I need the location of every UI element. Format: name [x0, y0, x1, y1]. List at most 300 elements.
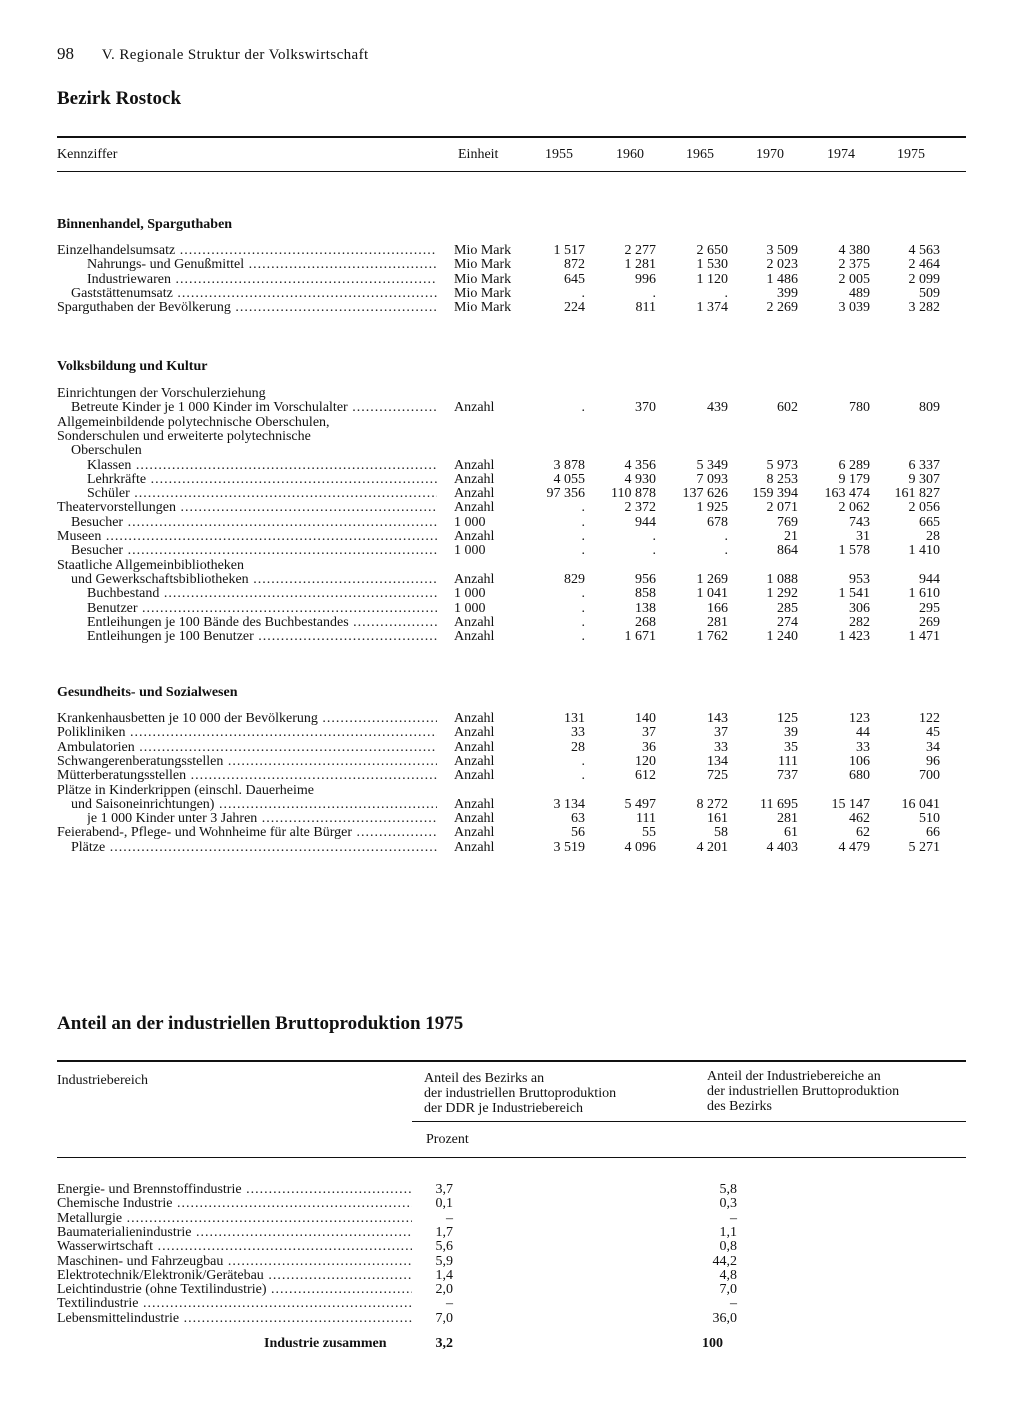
cell-value: 4 356 [624, 457, 656, 473]
industry-label: Chemische Industrie ..... [57, 1197, 412, 1211]
table-row [0, 769, 1024, 783]
table-row [0, 741, 1024, 755]
table-row [0, 487, 1024, 501]
table-row [0, 387, 1024, 401]
share-ddr-value: 1,7 [435, 1224, 453, 1240]
cell-value: 1 041 [696, 586, 728, 602]
cell-value: 161 827 [894, 486, 940, 502]
share-ddr-value: 5,9 [435, 1253, 453, 1269]
cell-value: 678 [707, 514, 728, 530]
section-title: Binnenhandel, Sparguthaben [57, 217, 233, 232]
row-label: Betreute Kinder je 1 000 Kinder im Vorschulalter ..... [71, 401, 437, 415]
cell-value: 944 [919, 571, 940, 587]
table-row [0, 287, 1024, 301]
table-row [0, 430, 1024, 444]
cell-value: 462 [849, 811, 870, 827]
cell-value: 1 269 [696, 571, 728, 587]
row-unit: Mio Mark [454, 285, 512, 301]
cell-value: 9 307 [908, 471, 940, 487]
cell-value: 872 [564, 257, 585, 273]
table-row [0, 1197, 1024, 1211]
unit-prozent: Prozent [426, 1132, 469, 1147]
cell-value: 4 563 [908, 243, 940, 258]
cell-value: 2 023 [766, 257, 798, 273]
row-unit: Anzahl [454, 811, 495, 827]
total-share-ddr: 3,2 [435, 1336, 453, 1351]
col-1965: 1965 [686, 147, 714, 162]
cell-value: 274 [777, 614, 798, 630]
table-row [0, 712, 1024, 726]
cell-value: 2 277 [624, 243, 656, 258]
table-row [0, 273, 1024, 287]
col-anteil-ddr-line: der industriellen Bruttoproduktion [424, 1086, 617, 1101]
row-label: Feierabend-, Pflege- und Wohnheime für alte Bürger ..... [57, 826, 437, 840]
cell-value: 4 403 [766, 839, 798, 855]
cell-value: 1 281 [624, 257, 656, 273]
cell-value: 131 [564, 711, 585, 726]
cell-value: 97 356 [546, 486, 585, 502]
cell-value: 28 [571, 739, 585, 755]
cell-value: 111 [636, 811, 656, 827]
cell-value: 55 [642, 825, 656, 841]
cell-value: 2 650 [696, 243, 728, 258]
cell-value: 33 [571, 725, 585, 741]
cell-value: . [652, 285, 656, 301]
cell-value: 1 486 [766, 271, 798, 287]
cell-value: 269 [919, 614, 940, 630]
row-label: Sparguthaben der Bevölkerung ..... [57, 301, 437, 315]
cell-value: 1 925 [696, 500, 728, 516]
cell-value: 1 471 [908, 629, 940, 645]
cell-value: 63 [571, 811, 585, 827]
cell-value: 1 088 [766, 571, 798, 587]
table-row [0, 544, 1024, 558]
row-unit: 1 000 [454, 543, 486, 559]
cell-value: 106 [849, 753, 870, 769]
cell-value: . [652, 543, 656, 559]
cell-value: . [581, 529, 585, 544]
cell-value: 1 240 [766, 629, 798, 645]
row-label: Entleihungen je 100 Benutzer ..... [87, 630, 437, 644]
cell-value: 306 [849, 600, 870, 616]
cell-value: 858 [635, 586, 656, 602]
row-unit: Anzahl [454, 614, 495, 630]
row-label: Industriewaren ..... [87, 273, 437, 287]
row-unit: Anzahl [454, 768, 495, 784]
cell-value: . [581, 500, 585, 516]
share-ddr-value: – [446, 1296, 453, 1312]
row-unit: Anzahl [454, 825, 495, 841]
row-unit: 1 000 [454, 600, 486, 616]
table-row [0, 1212, 1024, 1226]
col-anteil-ddr [424, 1071, 616, 1116]
share-bezirk-value: – [730, 1210, 737, 1226]
share-ddr-value: – [446, 1210, 453, 1226]
row-unit: Anzahl [454, 471, 495, 487]
row-unit: Anzahl [454, 739, 495, 755]
row-unit: Anzahl [454, 500, 495, 516]
cell-value: . [581, 753, 585, 769]
cell-value: 1 120 [696, 271, 728, 287]
cell-value: 439 [707, 400, 728, 416]
cell-value: 2 005 [838, 271, 870, 287]
row-unit: 1 000 [454, 514, 486, 530]
cell-value: 1 410 [908, 543, 940, 559]
cell-value: 737 [777, 768, 798, 784]
cell-value: 811 [635, 300, 656, 316]
row-label: Besucher ..... [71, 544, 437, 558]
row-label: Mütterberatungsstellen ..... [57, 769, 437, 783]
industry-label: Energie- und Brennstoffindustrie ..... [57, 1183, 412, 1197]
row-unit: Anzahl [454, 753, 495, 769]
cell-value: 122 [919, 711, 940, 726]
section-title: Volksbildung und Kultur [57, 359, 208, 374]
col-1975: 1975 [897, 147, 925, 162]
row-label: je 1 000 Kinder unter 3 Jahren ..... [87, 812, 437, 826]
cell-value: 3 039 [838, 300, 870, 316]
cell-value: 1 578 [838, 543, 870, 559]
row-unit: Mio Mark [454, 257, 512, 273]
row-unit: Anzahl [454, 839, 495, 855]
share-bezirk-value: 0,8 [719, 1239, 737, 1255]
row-unit: Mio Mark [454, 271, 512, 287]
cell-value: 224 [564, 300, 585, 316]
cell-value: 769 [777, 514, 798, 530]
cell-value: . [581, 285, 585, 301]
cell-value: 953 [849, 571, 870, 587]
row-label: Krankenhausbetten je 10 000 der Bevölkerung ..... [57, 712, 437, 726]
col-anteil-bezirk-line: Anteil der Industriebereiche an [707, 1069, 881, 1084]
running-header [57, 44, 369, 64]
row-label: Lehrkräfte ..... [87, 473, 437, 487]
row-unit: 1 000 [454, 586, 486, 602]
cell-value: 4 201 [696, 839, 728, 855]
cell-value: . [724, 543, 728, 559]
cell-value: 15 147 [831, 796, 870, 812]
table-row [0, 587, 1024, 601]
cell-value: 111 [778, 753, 798, 769]
table-row [0, 416, 1024, 430]
row-unit: Anzahl [454, 711, 495, 726]
share-ddr-value: 7,0 [435, 1310, 453, 1326]
col-anteil-bezirk [707, 1069, 899, 1114]
total-share-bezirk: 100 [702, 1336, 723, 1351]
row-label: Einrichtungen der Vorschulerziehung [57, 387, 266, 401]
table-row [0, 1312, 1024, 1326]
row-label: Polikliniken ..... [57, 726, 437, 740]
cell-value: 143 [707, 711, 728, 726]
table-row [0, 1240, 1024, 1254]
row-label: und Saisoneinrichtungen) ..... [71, 798, 437, 812]
industry-label: Leichtindustrie (ohne Textilindustrie) ..... [57, 1283, 412, 1297]
cell-value: 944 [635, 514, 656, 530]
col-industriebereich: Industriebereich [57, 1073, 148, 1088]
cell-value: 28 [926, 529, 940, 544]
row-label: Museen ..... [57, 530, 437, 544]
cell-value: 370 [635, 400, 656, 416]
table-row [0, 258, 1024, 272]
cell-value: 1 541 [838, 586, 870, 602]
cell-value: 37 [714, 725, 728, 741]
share-bezirk-value: – [730, 1296, 737, 1312]
cell-value: 123 [849, 711, 870, 726]
cell-value: . [581, 586, 585, 602]
col-1955: 1955 [545, 147, 573, 162]
cell-value: . [724, 285, 728, 301]
cell-value: 489 [849, 285, 870, 301]
cell-value: 295 [919, 600, 940, 616]
industry-label: Baumaterialienindustrie ..... [57, 1226, 412, 1240]
cell-value: 58 [714, 825, 728, 841]
table-row [0, 559, 1024, 573]
table-row [0, 1269, 1024, 1283]
cell-value: 4 930 [624, 471, 656, 487]
table-row [0, 602, 1024, 616]
cell-value: 743 [849, 514, 870, 530]
table-row [0, 473, 1024, 487]
cell-value: 1 530 [696, 257, 728, 273]
cell-value: 137 626 [682, 486, 728, 502]
row-label: Allgemeinbildende polytechnische Oberschulen, [57, 415, 330, 430]
share-bezirk-value: 4,8 [719, 1267, 737, 1283]
row-label: Oberschulen [71, 444, 142, 459]
table-row [0, 530, 1024, 544]
cell-value: 16 041 [901, 796, 940, 812]
cell-value: . [581, 514, 585, 530]
cell-value: 665 [919, 514, 940, 530]
row-label: Benutzer ..... [87, 602, 437, 616]
total-label: Industrie zusammen [264, 1336, 387, 1351]
cell-value: 645 [564, 271, 585, 287]
cell-value: 510 [919, 811, 940, 827]
section-title: Gesundheits- und Sozialwesen [57, 685, 238, 700]
cell-value: 4 380 [838, 243, 870, 258]
cell-value: 864 [777, 543, 798, 559]
cell-value: 39 [784, 725, 798, 741]
cell-value: 780 [849, 400, 870, 416]
cell-value: . [724, 529, 728, 544]
row-label: Klassen ..... [87, 459, 437, 473]
row-label: Theatervorstellungen ..... [57, 501, 437, 515]
row-label: Sonderschulen und erweiterte polytechnische [57, 429, 311, 444]
row-unit: Anzahl [454, 457, 495, 473]
cell-value: 1 610 [908, 586, 940, 602]
cell-value: 161 [707, 811, 728, 827]
col-1970: 1970 [756, 147, 784, 162]
cell-value: 282 [849, 614, 870, 630]
cell-value: 120 [635, 753, 656, 769]
cell-value: 1 762 [696, 629, 728, 645]
cell-value: 66 [926, 825, 940, 841]
table2-mid-rule [412, 1121, 966, 1122]
cell-value: 4 055 [553, 471, 585, 487]
table-row [0, 516, 1024, 530]
row-label: Gaststättenumsatz ..... [71, 287, 437, 301]
cell-value: 21 [784, 529, 798, 544]
col-anteil-ddr-line: der DDR je Industriebereich [424, 1101, 583, 1116]
table2-top-rule [57, 1060, 966, 1062]
table-row [0, 630, 1024, 644]
row-label: und Gewerkschaftsbibliotheken ..... [71, 573, 437, 587]
table-row [0, 812, 1024, 826]
table-row [0, 301, 1024, 315]
row-label: Besucher ..... [71, 516, 437, 530]
cell-value: . [581, 629, 585, 645]
cell-value: 399 [777, 285, 798, 301]
cell-value: 509 [919, 285, 940, 301]
cell-value: 5 973 [766, 457, 798, 473]
cell-value: 61 [784, 825, 798, 841]
cell-value: 680 [849, 768, 870, 784]
cell-value: 281 [707, 614, 728, 630]
cell-value: 268 [635, 614, 656, 630]
cell-value: 2 269 [766, 300, 798, 316]
cell-value: . [581, 543, 585, 559]
cell-value: 3 282 [908, 300, 940, 316]
cell-value: 996 [635, 271, 656, 287]
row-label: Buchbestand ..... [87, 587, 437, 601]
share-bezirk-value: 0,3 [719, 1196, 737, 1212]
row-unit: Anzahl [454, 486, 495, 502]
industry-label: Elektrotechnik/Elektronik/Gerätebau ..... [57, 1269, 412, 1283]
row-label: Plätze in Kinderkrippen (einschl. Dauerheime [57, 783, 314, 798]
cell-value: 2 056 [908, 500, 940, 516]
cell-value: 110 878 [611, 486, 656, 502]
cell-value: . [581, 400, 585, 416]
table-row [0, 459, 1024, 473]
table-row [0, 244, 1024, 258]
table1-title: Bezirk Rostock [57, 88, 182, 109]
cell-value: 138 [635, 600, 656, 616]
cell-value: 1 374 [696, 300, 728, 316]
cell-value: 2 062 [838, 500, 870, 516]
cell-value: 8 253 [766, 471, 798, 487]
cell-value: 2 464 [908, 257, 940, 273]
cell-value: 6 289 [838, 457, 870, 473]
cell-value: 159 394 [752, 486, 798, 502]
cell-value: 166 [707, 600, 728, 616]
row-label: Entleihungen je 100 Bände des Buchbestandes ..... [87, 616, 437, 630]
row-label: Einzelhandelsumsatz ..... [57, 244, 437, 258]
cell-value: 2 099 [908, 271, 940, 287]
cell-value: 31 [856, 529, 870, 544]
cell-value: 809 [919, 400, 940, 416]
cell-value: 9 179 [838, 471, 870, 487]
table2-title: Anteil an der industriellen Bruttoproduktion 1975 [57, 1013, 464, 1034]
table-row [0, 1283, 1024, 1297]
col-einheit: Einheit [458, 147, 499, 162]
cell-value: 56 [571, 825, 585, 841]
cell-value: 602 [777, 400, 798, 416]
share-bezirk-value: 7,0 [719, 1282, 737, 1298]
cell-value: . [581, 614, 585, 630]
col-anteil-bezirk-line: des Bezirks [707, 1099, 772, 1114]
cell-value: 140 [635, 711, 656, 726]
cell-value: 3 134 [553, 796, 585, 812]
cell-value: . [581, 600, 585, 616]
row-unit: Mio Mark [454, 300, 512, 316]
table-row [0, 755, 1024, 769]
cell-value: 45 [926, 725, 940, 741]
table-row [0, 726, 1024, 740]
table-row [0, 1183, 1024, 1197]
row-label: Staatliche Allgemeinbibliotheken [57, 558, 245, 573]
cell-value: 1 671 [624, 629, 656, 645]
cell-value: 11 695 [760, 796, 798, 812]
row-label: Plätze ..... [71, 841, 437, 855]
table-row [0, 444, 1024, 458]
table-row [0, 841, 1024, 855]
cell-value: 3 878 [553, 457, 585, 473]
cell-value: 163 474 [824, 486, 870, 502]
col-anteil-ddr-line: Anteil des Bezirks an [424, 1071, 545, 1086]
industry-label: Lebensmittelindustrie ..... [57, 1312, 412, 1326]
col-kennziffer: Kennziffer [57, 147, 118, 162]
cell-value: 37 [642, 725, 656, 741]
cell-value: 34 [926, 739, 940, 755]
table-row [0, 616, 1024, 630]
row-unit: Anzahl [454, 796, 495, 812]
cell-value: 44 [856, 725, 870, 741]
table-row [0, 501, 1024, 515]
cell-value: 285 [777, 600, 798, 616]
cell-value: 5 271 [908, 839, 940, 855]
row-label: Ambulatorien ..... [57, 741, 437, 755]
table-row [0, 1255, 1024, 1269]
row-unit: Anzahl [454, 400, 495, 416]
cell-value: 2 372 [624, 500, 656, 516]
cell-value: 3 519 [553, 839, 585, 855]
row-label: Nahrungs- und Genußmittel ..... [87, 258, 437, 272]
col-anteil-bezirk-line: der industriellen Bruttoproduktion [707, 1084, 900, 1099]
table1-top-rule [57, 136, 966, 138]
cell-value: 1 292 [766, 586, 798, 602]
cell-value: 5 497 [624, 796, 656, 812]
col-1974: 1974 [827, 147, 855, 162]
cell-value: 3 509 [766, 243, 798, 258]
cell-value: . [652, 529, 656, 544]
cell-value: 6 337 [908, 457, 940, 473]
share-ddr-value: 2,0 [435, 1282, 453, 1298]
table1-header-rule [57, 171, 966, 172]
row-label: Schüler ..... [87, 487, 437, 501]
row-unit: Anzahl [454, 571, 495, 587]
table-row [0, 798, 1024, 812]
cell-value: 725 [707, 768, 728, 784]
table-row [0, 1297, 1024, 1311]
table-row [0, 573, 1024, 587]
cell-value: 4 096 [624, 839, 656, 855]
cell-value: 8 272 [696, 796, 728, 812]
cell-value: 2 071 [766, 500, 798, 516]
share-ddr-value: 0,1 [435, 1196, 453, 1212]
share-ddr-value: 5,6 [435, 1239, 453, 1255]
cell-value: 281 [777, 811, 798, 827]
table-row [0, 784, 1024, 798]
cell-value: 134 [707, 753, 728, 769]
cell-value: 96 [926, 753, 940, 769]
table-row [0, 1226, 1024, 1240]
cell-value: 35 [784, 739, 798, 755]
cell-value: 612 [635, 768, 656, 784]
share-bezirk-value: 1,1 [719, 1224, 737, 1240]
cell-value: 4 479 [838, 839, 870, 855]
industry-label: Wasserwirtschaft ..... [57, 1240, 412, 1254]
table-row [0, 826, 1024, 840]
share-ddr-value: 3,7 [435, 1182, 453, 1197]
table-row [0, 401, 1024, 415]
industry-label: Metallurgie ..... [57, 1212, 412, 1226]
